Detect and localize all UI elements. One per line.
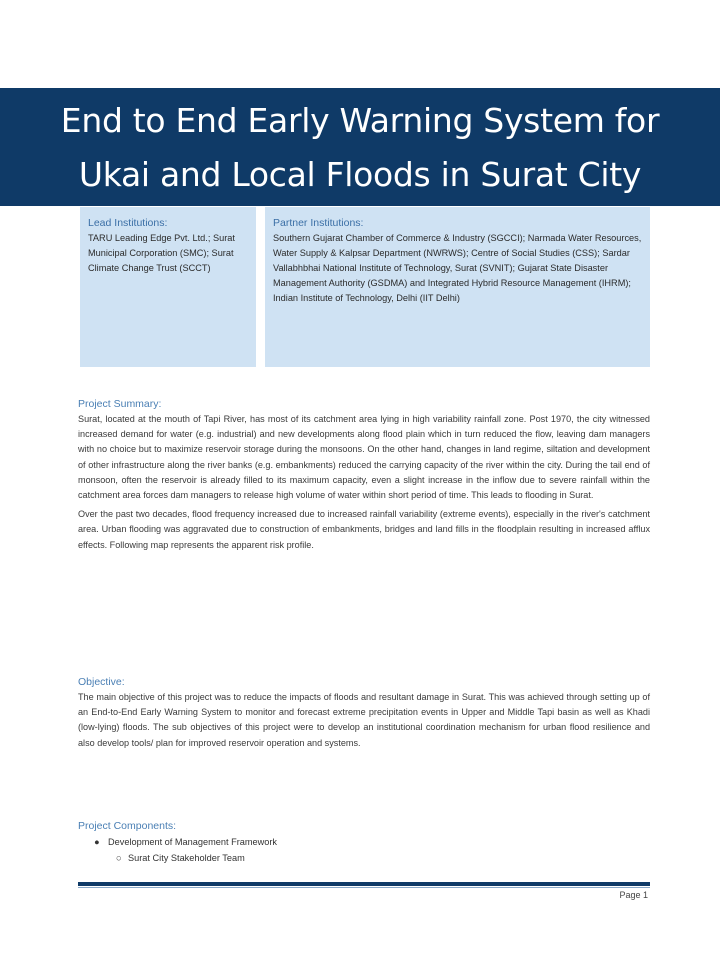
project-summary-paragraph-2: Over the past two decades, flood frequency increased due to increased rainfall variability (extreme events), especially in the river's catchment area. Urban flooding was aggravated due to construction of embankments, bridges and land fills in the floodplain resulting in increased afflux effects. Following map represents the apparent risk profile. bbox=[78, 509, 650, 550]
components-section bbox=[78, 820, 650, 866]
project-summary-section bbox=[78, 398, 650, 557]
list-item-label: Surat City Stakeholder Team bbox=[128, 853, 245, 863]
components-list bbox=[78, 834, 650, 866]
objective-heading: Objective: bbox=[78, 676, 125, 688]
title-banner bbox=[0, 88, 720, 206]
list-item-label: Development of Management Framework bbox=[108, 837, 278, 847]
footer-rule bbox=[78, 882, 650, 886]
list-item bbox=[78, 850, 650, 866]
footer-rule-thin bbox=[78, 887, 650, 888]
lead-institutions-heading: Lead Institutions: bbox=[88, 217, 168, 229]
lead-institutions-box bbox=[80, 207, 256, 367]
document-title-line-1: End to End Early Warning System for bbox=[60, 101, 660, 140]
objective-section bbox=[78, 676, 650, 755]
bullet-dot-icon: ● bbox=[94, 837, 100, 847]
partner-institutions-heading: Partner Institutions: bbox=[273, 217, 364, 229]
lead-institutions-text: TARU Leading Edge Pvt. Ltd.; Surat Municipal Corporation (SMC); Surat Climate Change Trust (SCCT) bbox=[88, 233, 235, 273]
partner-institutions-text: Southern Gujarat Chamber of Commerce & Industry (SGCCI); Narmada Water Resources, Water Supply & Kalpsar Department (NWRWS); Centre of Social Studies (CSS); Sardar Vallabhbhai National Institute of Technology, Surat (SVNIT); Gujarat State Disaster Management Authority (GSDMA) and Integrated Hybrid Resource Management (IHRM); Indian Institute of Technology, Delhi (IIT Delhi) bbox=[273, 233, 642, 303]
bullet-circle-icon: ○ bbox=[116, 853, 122, 863]
objective-paragraph: The main objective of this project was to reduce the impacts of floods and resultant damage in Surat. This was achieved through setting up of an End-to-End Early Warning System to monitor and forecast extreme precipitation events in Upper and Middle Tapi basin as well as Khadi (low-lying) floods. The sub objectives of this project were to develop an institutional coordination mechanism for urban flood resilience and also develop tools/ plan for improved reservoir operation and systems. bbox=[78, 692, 650, 748]
document-title-line-2: Ukai and Local Floods in Surat City bbox=[78, 155, 642, 194]
page-number: Page 1 bbox=[619, 890, 648, 900]
components-heading: Project Components: bbox=[78, 820, 177, 832]
partner-institutions-box bbox=[265, 207, 650, 367]
project-summary-heading: Project Summary: bbox=[78, 398, 162, 410]
list-item bbox=[78, 834, 650, 850]
project-summary-paragraph-1: Surat, located at the mouth of Tapi River, has most of its catchment area lying in high variability rainfall zone. Post 1970, the city witnessed increased demand for water (e.g. industrial) and new developments along flood plain which in turn reduced the flow, leaving dam managers with no choice but to maximize reservoir storage during the monsoons. On the other hand, changes in land regime, siltation and development of other infrastructure along the river banks (e.g. embankments) reduced the carrying capacity of the river within the city. During the tail end of monsoon, often the reservoir is already filled to its maximum capacity, even a slight increase in the inflow due to severe rainfall within the catchment area forces dam managers to release high volume of water within short period of time. This leads to flooding in Surat. bbox=[78, 414, 650, 501]
institutions-divider bbox=[256, 207, 265, 367]
